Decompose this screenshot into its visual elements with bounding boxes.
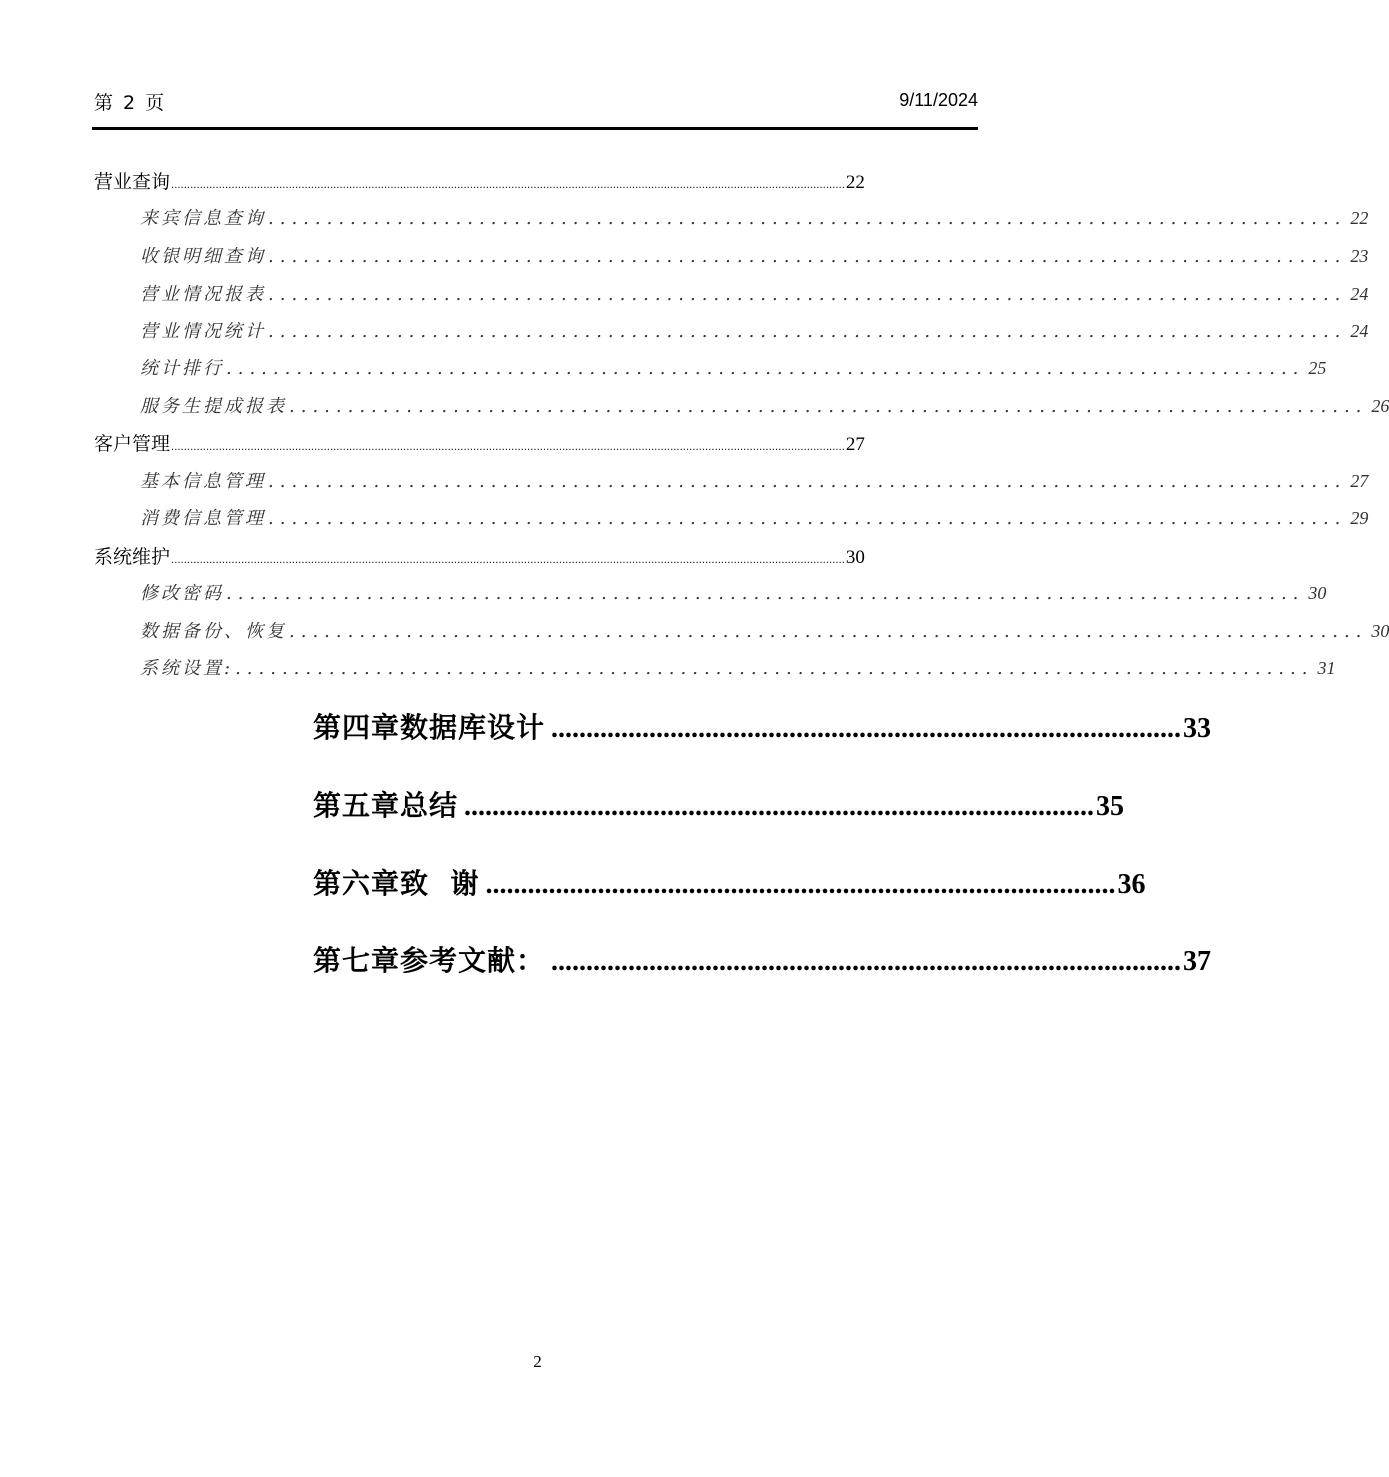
toc-leader: ............................................................................................ [289, 621, 1368, 642]
toc-chapter-title: 参考文献： [400, 944, 546, 977]
toc-item[interactable] [140, 504, 1369, 534]
toc-page-number: 35 [1096, 791, 1125, 822]
toc-chapter-7[interactable] [313, 939, 1212, 979]
toc-chapter-label: 第五章 [313, 789, 401, 822]
toc-leader: ............................................................................................ [268, 321, 1347, 342]
toc-item-title: 数据备份、恢复 [140, 621, 287, 642]
toc-chapter-6[interactable] [313, 862, 1146, 902]
toc-page-number: 25 [1308, 358, 1327, 378]
header-rule [92, 127, 978, 130]
toc-chapter-label: 第六章 [313, 867, 401, 900]
toc-page-number: 36 [1117, 869, 1146, 900]
toc-section-business-query[interactable] [94, 167, 865, 197]
toc-item-title: 收银明细查询 [140, 246, 266, 267]
toc-chapter-title: 数据库设计 [400, 711, 546, 744]
toc-item-title: 来宾信息查询 [140, 208, 266, 229]
toc-section-title: 客户管理 [94, 433, 171, 455]
toc-page-number: 27 [1350, 471, 1369, 491]
toc-item-title: 营业情况报表 [140, 284, 266, 305]
toc-item[interactable] [140, 392, 1389, 422]
page-header [94, 88, 978, 118]
toc-chapter-4[interactable] [313, 706, 1212, 746]
toc-item[interactable] [140, 317, 1369, 347]
toc-leader: ............................................................................................ [226, 583, 1305, 604]
toc-leader: ............................................................................................ [268, 284, 1347, 305]
toc-section-customer-management[interactable] [94, 429, 865, 459]
toc-page-number: 22 [845, 172, 865, 193]
toc-leader: .......................................................................................... [551, 713, 1182, 744]
toc-chapter-label: 第四章 [313, 711, 401, 744]
toc-page-number: 24 [1350, 321, 1369, 341]
toc-page-number: 30 [845, 547, 865, 568]
header-date: 9/11/2024 [899, 90, 978, 110]
toc-page-number: 27 [845, 434, 865, 455]
toc-section-system-maintenance[interactable] [94, 542, 865, 572]
toc-item[interactable] [140, 242, 1369, 272]
toc-leader: ............................................................................................ [268, 508, 1347, 529]
toc-item[interactable] [140, 617, 1389, 647]
toc-leader: ............................................................................................ [268, 471, 1347, 492]
toc-leader: ............................................................................................ [268, 246, 1347, 267]
toc-chapter-5[interactable] [313, 784, 1125, 824]
toc-item[interactable] [140, 354, 1327, 384]
toc-section-title: 营业查询 [94, 171, 171, 193]
toc-item[interactable] [140, 467, 1369, 497]
toc-item-title: 系统设置: [140, 658, 234, 679]
toc-page-number: 24 [1350, 284, 1369, 304]
toc-page-number: 23 [1350, 246, 1369, 266]
toc-item[interactable] [140, 280, 1369, 310]
page-label: 第 2 页 [94, 92, 167, 114]
footer-page-number: 2 [533, 1352, 542, 1371]
toc-leader: .................................................................................................................................................................................................................... [171, 555, 845, 566]
toc-chapter-title: 总结 [400, 789, 459, 822]
toc-item-title: 服务生提成报表 [140, 396, 287, 417]
toc-leader: ............................................................................................ [268, 208, 1347, 229]
toc-page-number: 31 [1317, 658, 1336, 678]
toc-page-number: 37 [1183, 946, 1212, 977]
toc-chapter-label: 第七章 [313, 944, 401, 977]
toc-leader: .................................................................................................................................................................................................................... [171, 442, 845, 453]
toc-chapter-title: 致 谢 [400, 867, 480, 900]
toc-page-number: 30 [1308, 583, 1327, 603]
toc-section-title: 系统维护 [94, 546, 171, 568]
toc-page-number: 26 [1371, 396, 1389, 416]
toc-item-title: 营业情况统计 [140, 321, 266, 342]
toc-page-number: 33 [1183, 713, 1212, 744]
toc-item[interactable] [140, 654, 1336, 684]
toc-page-number: 29 [1350, 508, 1369, 528]
toc-item-title: 消费信息管理 [140, 508, 266, 529]
toc-item[interactable] [140, 579, 1327, 609]
toc-leader: ............................................................................................ [226, 358, 1305, 379]
toc-leader: ............................................................................................ [289, 396, 1368, 417]
toc-item-title: 修改密码 [140, 583, 224, 604]
toc-page-number: 30 [1371, 621, 1389, 641]
toc-item[interactable] [140, 204, 1369, 234]
toc-leader: .......................................................................................... [551, 946, 1182, 977]
toc-leader: ............................................................................................ [235, 658, 1314, 679]
toc-item-title: 统计排行 [140, 358, 224, 379]
toc-item-title: 基本信息管理 [140, 471, 266, 492]
toc-leader: .......................................................................................... [464, 791, 1095, 822]
toc-page-number: 22 [1350, 208, 1369, 228]
toc-leader: .................................................................................................................................................................................................................... [171, 180, 845, 191]
toc-leader: .......................................................................................... [485, 869, 1116, 900]
